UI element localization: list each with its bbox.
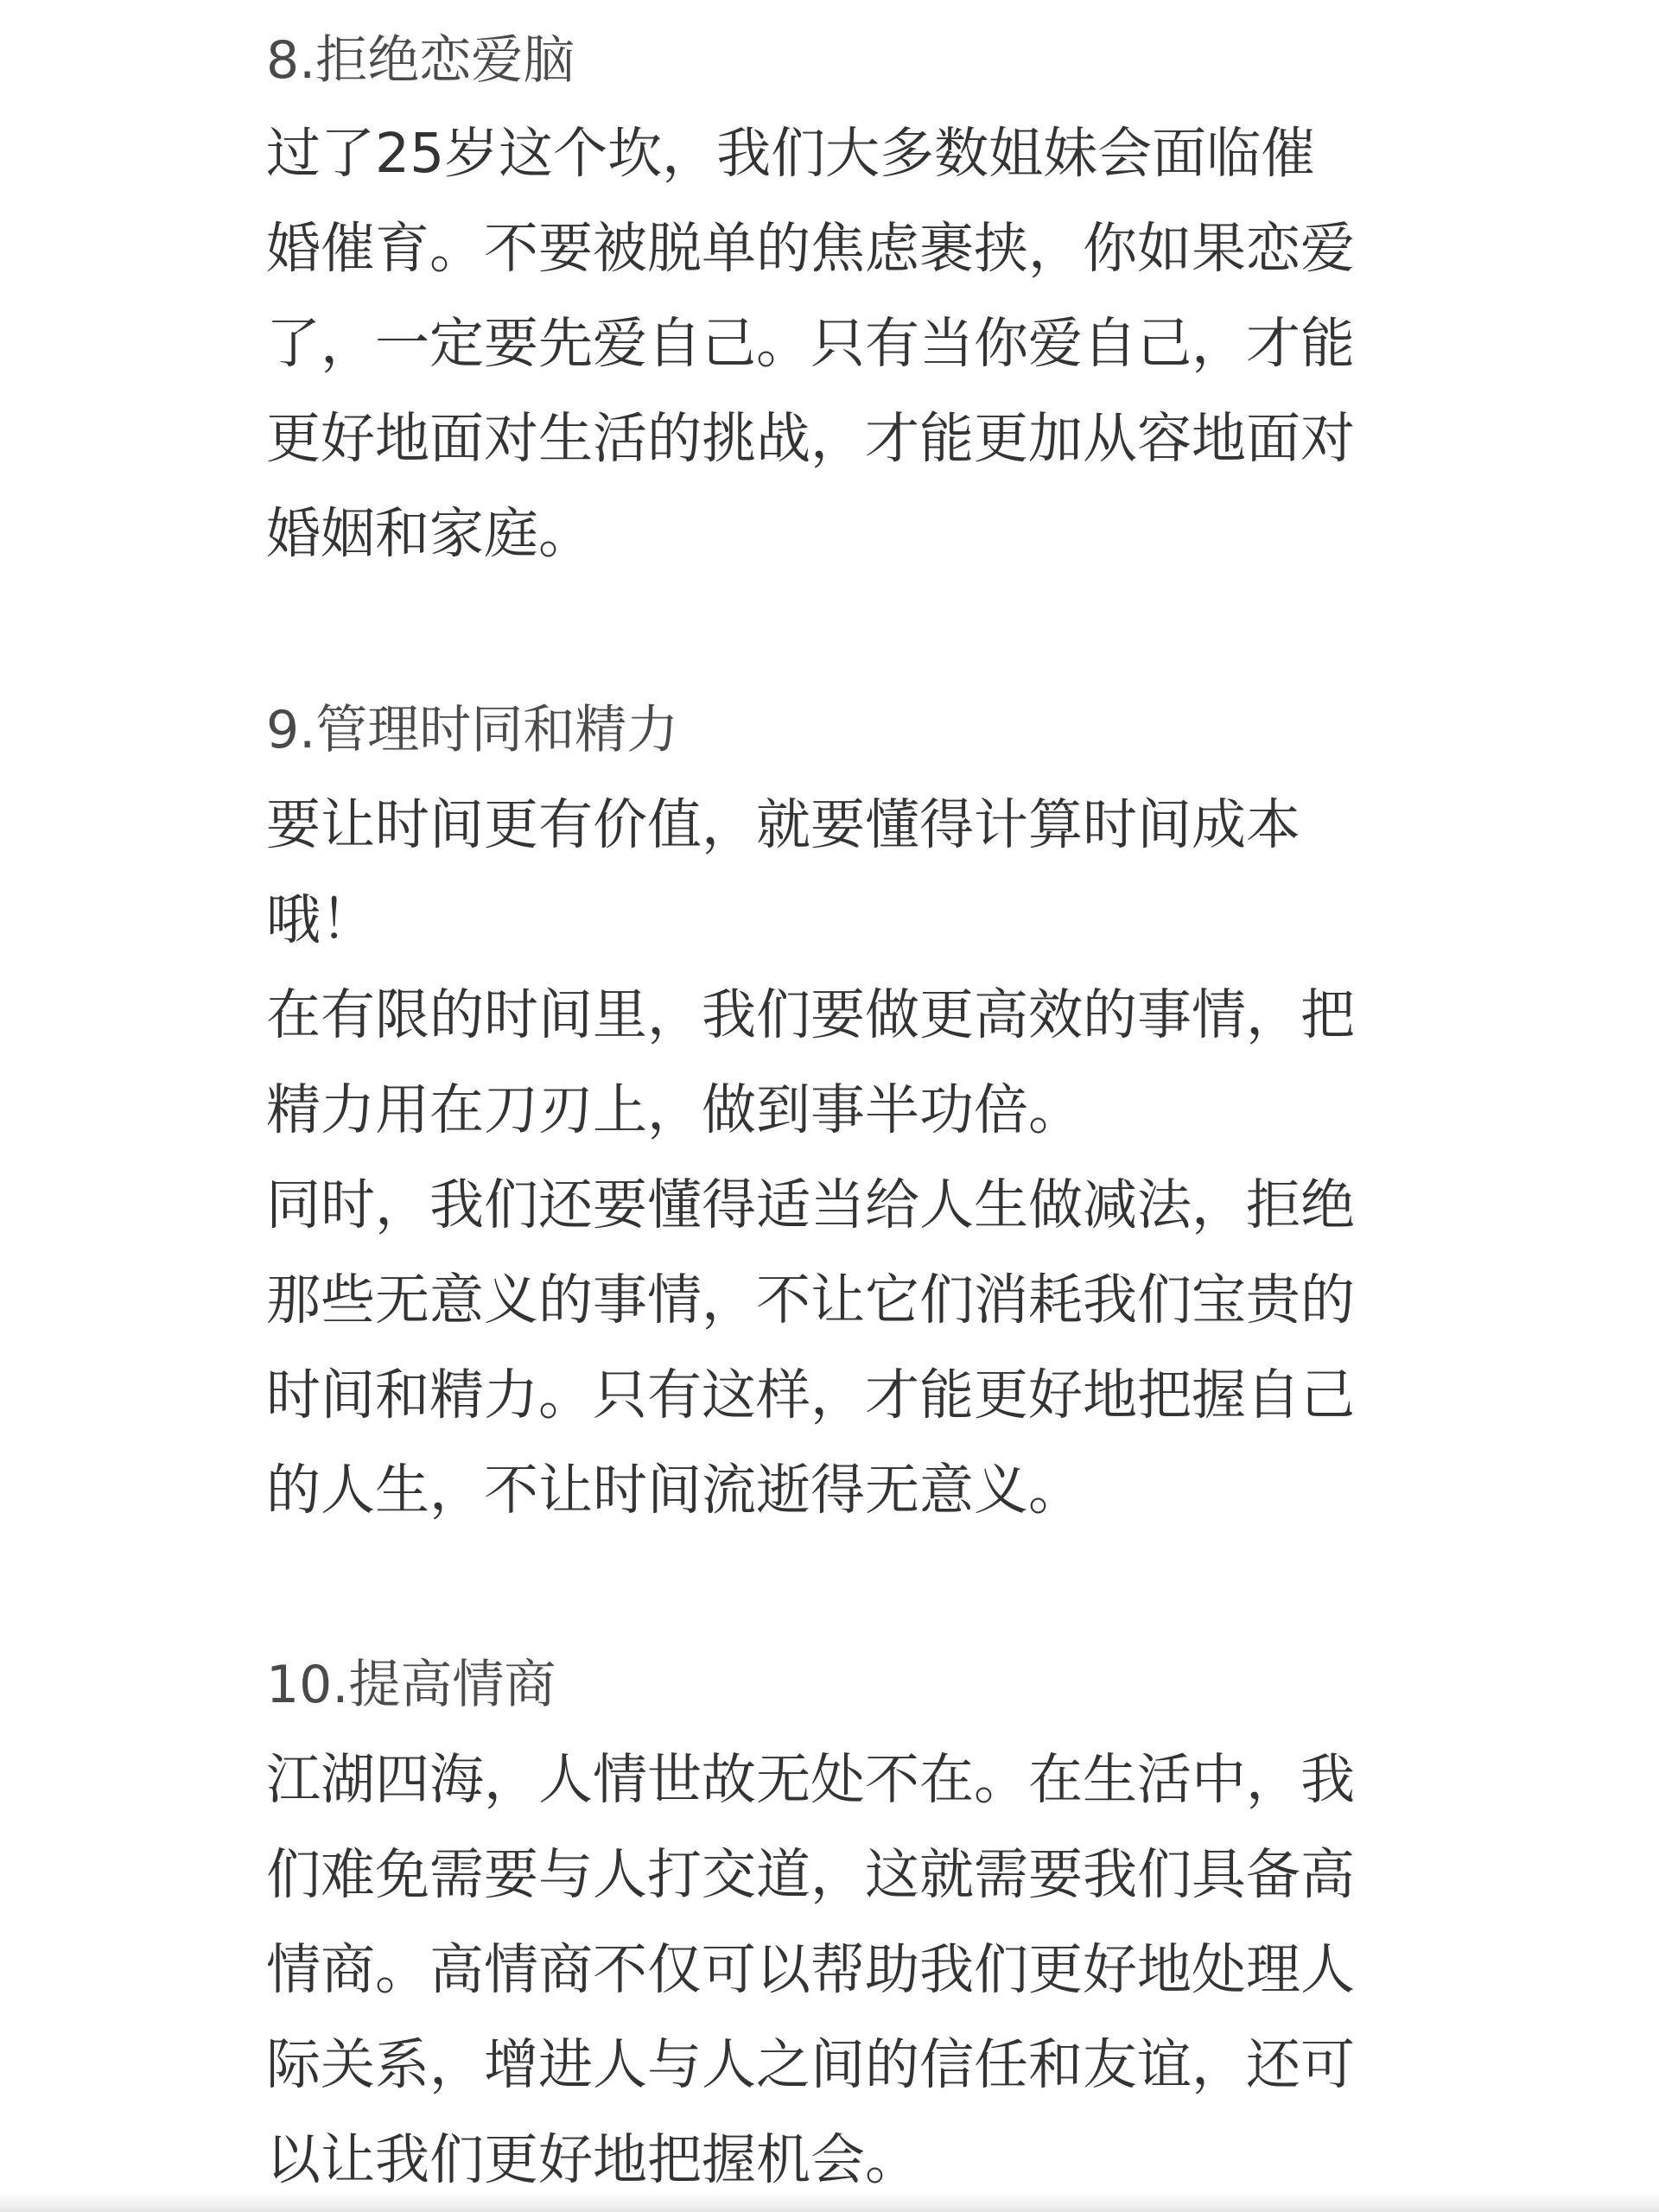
bottom-divider [0, 2191, 1659, 2212]
paragraph-line: 在有限的时间里，我们要做更高效的事情，把 [266, 983, 1355, 1046]
paragraph-line: 际关系，增进人与人之间的信任和友谊，还可 [266, 2033, 1355, 2096]
section-heading: 9.管理时同和精力 [266, 700, 679, 760]
paragraph-line: 婚催育。不要被脱单的焦虑裹挟，你如果恋爱 [266, 217, 1355, 280]
paragraph-line: 了，一定要先爱自己。只有当你爱自己，才能 [266, 312, 1355, 375]
paragraph-line: 的人生，不让时间流逝得无意义。 [266, 1459, 1083, 1522]
paragraph-line: 过了25岁这个坎，我们大多数姐妹会面临催 [266, 122, 1316, 185]
section-heading: 10.提高情商 [266, 1655, 556, 1715]
paragraph-line: 江湖四海，人情世故无处不在。在生活中，我 [266, 1748, 1355, 1811]
paragraph-line: 婚姻和家庭。 [266, 502, 593, 565]
paragraph-line: 以让我们更好地把握机会。 [266, 2128, 919, 2191]
paragraph-line: 更好地面对生活的挑战，才能更加从容地面对 [266, 407, 1355, 470]
paragraph-line: 那些无意义的事情，不让它们消耗我们宝贵的 [266, 1268, 1355, 1332]
paragraph-line: 同时，我们还要懂得适当给人生做减法，拒绝 [266, 1173, 1355, 1236]
paragraph-line: 要让时间更有价值，就要懂得计算时间成本 [266, 793, 1300, 856]
paragraph-line: 哦！ [266, 888, 375, 951]
paragraph-line: 时间和精力。只有这样，才能更好地把握自己 [266, 1363, 1355, 1427]
section-heading: 8.拒绝恋爱脑 [266, 30, 575, 91]
paragraph-line: 精力用在刀刃上，做到事半功倍。 [266, 1078, 1083, 1141]
paragraph-line: 情商。高情商不仅可以帮助我们更好地处理人 [266, 1938, 1355, 2001]
paragraph-line: 们难免需要与人打交道，这就需要我们具备高 [266, 1843, 1355, 1906]
